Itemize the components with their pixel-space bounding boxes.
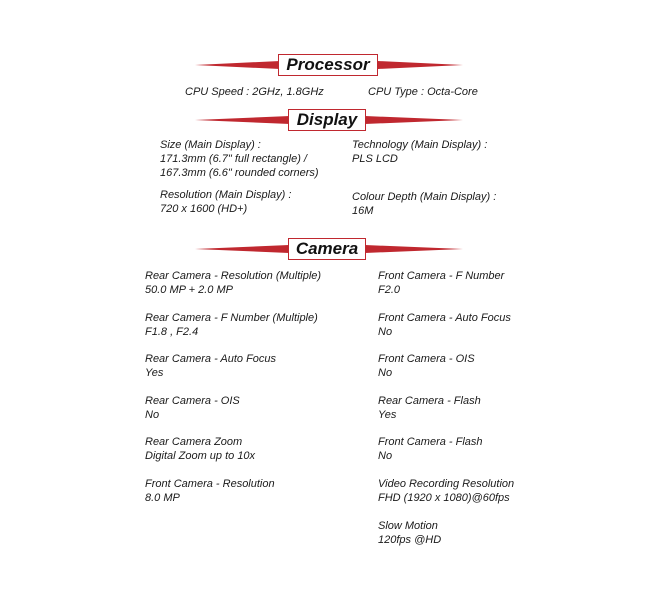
spec-value: No xyxy=(145,409,160,421)
spec-label: Slow Motion xyxy=(378,520,438,532)
camera-section-title: Camera xyxy=(288,238,366,260)
camera-spec-right xyxy=(378,519,441,547)
display-technology-value: PLS LCD xyxy=(352,153,398,165)
spec-label: Rear Camera - F Number (Multiple) xyxy=(145,312,318,324)
spec-value: No xyxy=(378,450,393,462)
display-colour-depth xyxy=(352,190,496,218)
processor-divider-right xyxy=(378,58,463,72)
cpu-speed: CPU Speed : 2GHz, 1.8GHz xyxy=(185,86,324,98)
spec-value: 8.0 MP xyxy=(145,492,180,504)
camera-spec-right xyxy=(378,394,481,422)
spec-label: Front Camera - F Number xyxy=(378,270,505,282)
camera-spec-left xyxy=(145,352,276,380)
spec-label: Front Camera - Resolution xyxy=(145,478,275,490)
camera-spec-left xyxy=(145,394,240,422)
display-colour-depth-label: Colour Depth (Main Display) : xyxy=(352,191,497,203)
display-divider-left xyxy=(195,113,290,127)
display-technology-label: Technology (Main Display) : xyxy=(352,139,488,151)
spec-label: Front Camera - Flash xyxy=(378,436,483,448)
camera-spec-left xyxy=(145,269,321,297)
spec-label: Rear Camera Zoom xyxy=(145,436,243,448)
spec-label: Rear Camera - OIS xyxy=(145,395,240,407)
camera-spec-right xyxy=(378,269,504,297)
display-technology xyxy=(352,138,487,166)
spec-label: Front Camera - OIS xyxy=(378,353,475,365)
camera-spec-right xyxy=(378,311,511,339)
spec-value: F2.0 xyxy=(378,284,401,296)
spec-value: Yes xyxy=(145,367,164,379)
processor-divider-left xyxy=(195,58,280,72)
camera-divider-left xyxy=(195,242,289,256)
cpu-type: CPU Type : Octa-Core xyxy=(368,86,478,98)
display-size-label: Size (Main Display) : xyxy=(160,139,261,151)
display-divider-right xyxy=(365,113,463,127)
display-resolution-value: 720 x 1600 (HD+) xyxy=(160,203,248,215)
spec-value: FHD (1920 x 1080)@60fps xyxy=(378,492,510,504)
display-size xyxy=(160,138,319,180)
camera-spec-left xyxy=(145,477,275,505)
spec-label: Rear Camera - Resolution (Multiple) xyxy=(145,270,322,282)
camera-spec-left xyxy=(145,435,255,463)
camera-spec-right xyxy=(378,477,514,505)
display-resolution xyxy=(160,188,291,216)
spec-value: 120fps @HD xyxy=(378,534,442,546)
spec-label: Front Camera - Auto Focus xyxy=(378,312,511,324)
display-colour-depth-value: 16M xyxy=(352,205,374,217)
display-size-value-1: 171.3mm (6.7" full rectangle) / xyxy=(160,153,307,165)
processor-section-title: Processor xyxy=(278,54,378,76)
spec-value: F1.8 , F2.4 xyxy=(145,326,199,338)
spec-value: Digital Zoom up to 10x xyxy=(145,450,256,462)
spec-label: Rear Camera - Flash xyxy=(378,395,481,407)
display-resolution-label: Resolution (Main Display) : xyxy=(160,189,292,201)
spec-value: No xyxy=(378,367,393,379)
camera-divider-right xyxy=(365,242,463,256)
camera-spec-right xyxy=(378,435,483,463)
display-size-value-2: 167.3mm (6.6" rounded corners) xyxy=(160,167,319,179)
spec-label: Video Recording Resolution xyxy=(378,478,515,490)
camera-spec-left xyxy=(145,311,318,339)
spec-value: Yes xyxy=(378,409,397,421)
spec-label: Rear Camera - Auto Focus xyxy=(145,353,277,365)
display-section-title: Display xyxy=(288,109,366,131)
spec-value: 50.0 MP + 2.0 MP xyxy=(145,284,233,296)
spec-value: No xyxy=(378,326,393,338)
camera-spec-right xyxy=(378,352,475,380)
